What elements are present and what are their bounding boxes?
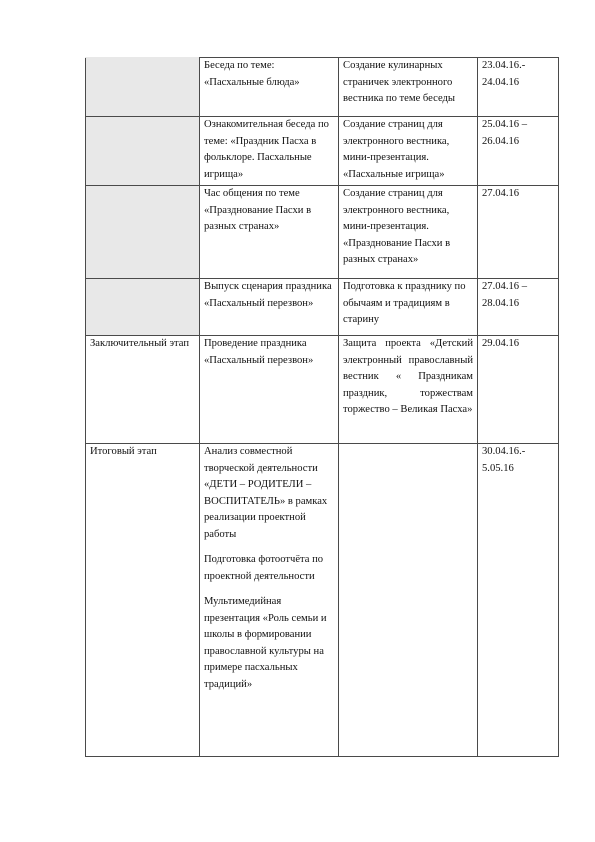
table-row xyxy=(86,58,559,117)
date-cell: 29.04.16 xyxy=(478,336,559,444)
activity-text: Мультимедийная презентация «Роль семьи и школы в формировании православной культуры на примере пасхальных традиций» xyxy=(204,596,327,690)
result-cell: Создание страниц для электронного вестника, мини-презентация. «Празднование Пасхи в разных странах» xyxy=(339,186,478,279)
activity-cell xyxy=(200,186,339,279)
table-row xyxy=(86,117,559,186)
stage-cell xyxy=(86,279,200,336)
activity-text: Ознакомительная беседа по теме: «Праздник Пасха в фольклоре. Пасхальные игрища» xyxy=(204,119,329,180)
stage-cell: Заключительный этап xyxy=(86,336,200,444)
table-row xyxy=(86,336,559,444)
result-cell: Создание страниц для электронного вестника, мини-презентация. «Пасхальные игрища» xyxy=(339,117,478,186)
table-row xyxy=(86,444,559,757)
date-cell: 30.04.16.- 5.05.16 xyxy=(478,444,559,757)
activity-cell xyxy=(200,444,339,757)
result-cell: Создание кулинарных страничек электронного вестника по теме беседы xyxy=(339,58,478,117)
activity-text: Выпуск сценария праздника «Пасхальный перезвон» xyxy=(204,281,332,309)
result-text: Защита проекта «Детский электронный православный вестник « Праздникам праздник, торжествам торжество – Великая Пасха» xyxy=(343,338,473,415)
table-row xyxy=(86,279,559,336)
stage-cell xyxy=(86,186,200,279)
activity-cell xyxy=(200,279,339,336)
table-row xyxy=(86,186,559,279)
events-table xyxy=(85,57,559,757)
stage-cell xyxy=(86,58,200,117)
activity-text: Анализ совместной творческой деятельности «ДЕТИ – РОДИТЕЛИ – ВОСПИТАТЕЛЬ» в рамках реализации проектной работы xyxy=(204,446,328,540)
date-cell: 27.04.16 xyxy=(478,186,559,279)
result-cell xyxy=(339,336,478,444)
date-cell: 27.04.16 – 28.04.16 xyxy=(478,279,559,336)
activity-cell xyxy=(200,117,339,186)
activity-text: Проведение праздника «Пасхальный перезвон» xyxy=(204,338,314,366)
stage-cell xyxy=(86,117,200,186)
date-cell: 25.04.16 – 26.04.16 xyxy=(478,117,559,186)
activity-text: Беседа по теме: «Пасхальные блюда» xyxy=(204,60,300,88)
stage-cell: Итоговый этап xyxy=(86,444,200,757)
result-cell xyxy=(339,444,478,757)
result-cell: Подготовка к празднику по обычаям и традициям в старину xyxy=(339,279,478,336)
activity-cell xyxy=(200,336,339,444)
date-cell: 23.04.16.- 24.04.16 xyxy=(478,58,559,117)
activity-cell xyxy=(200,58,339,117)
activity-text: Час общения по теме «Празднование Пасхи в разных странах» xyxy=(204,188,312,232)
activity-text: Подготовка фотоотчёта по проектной деятельности xyxy=(204,554,324,582)
